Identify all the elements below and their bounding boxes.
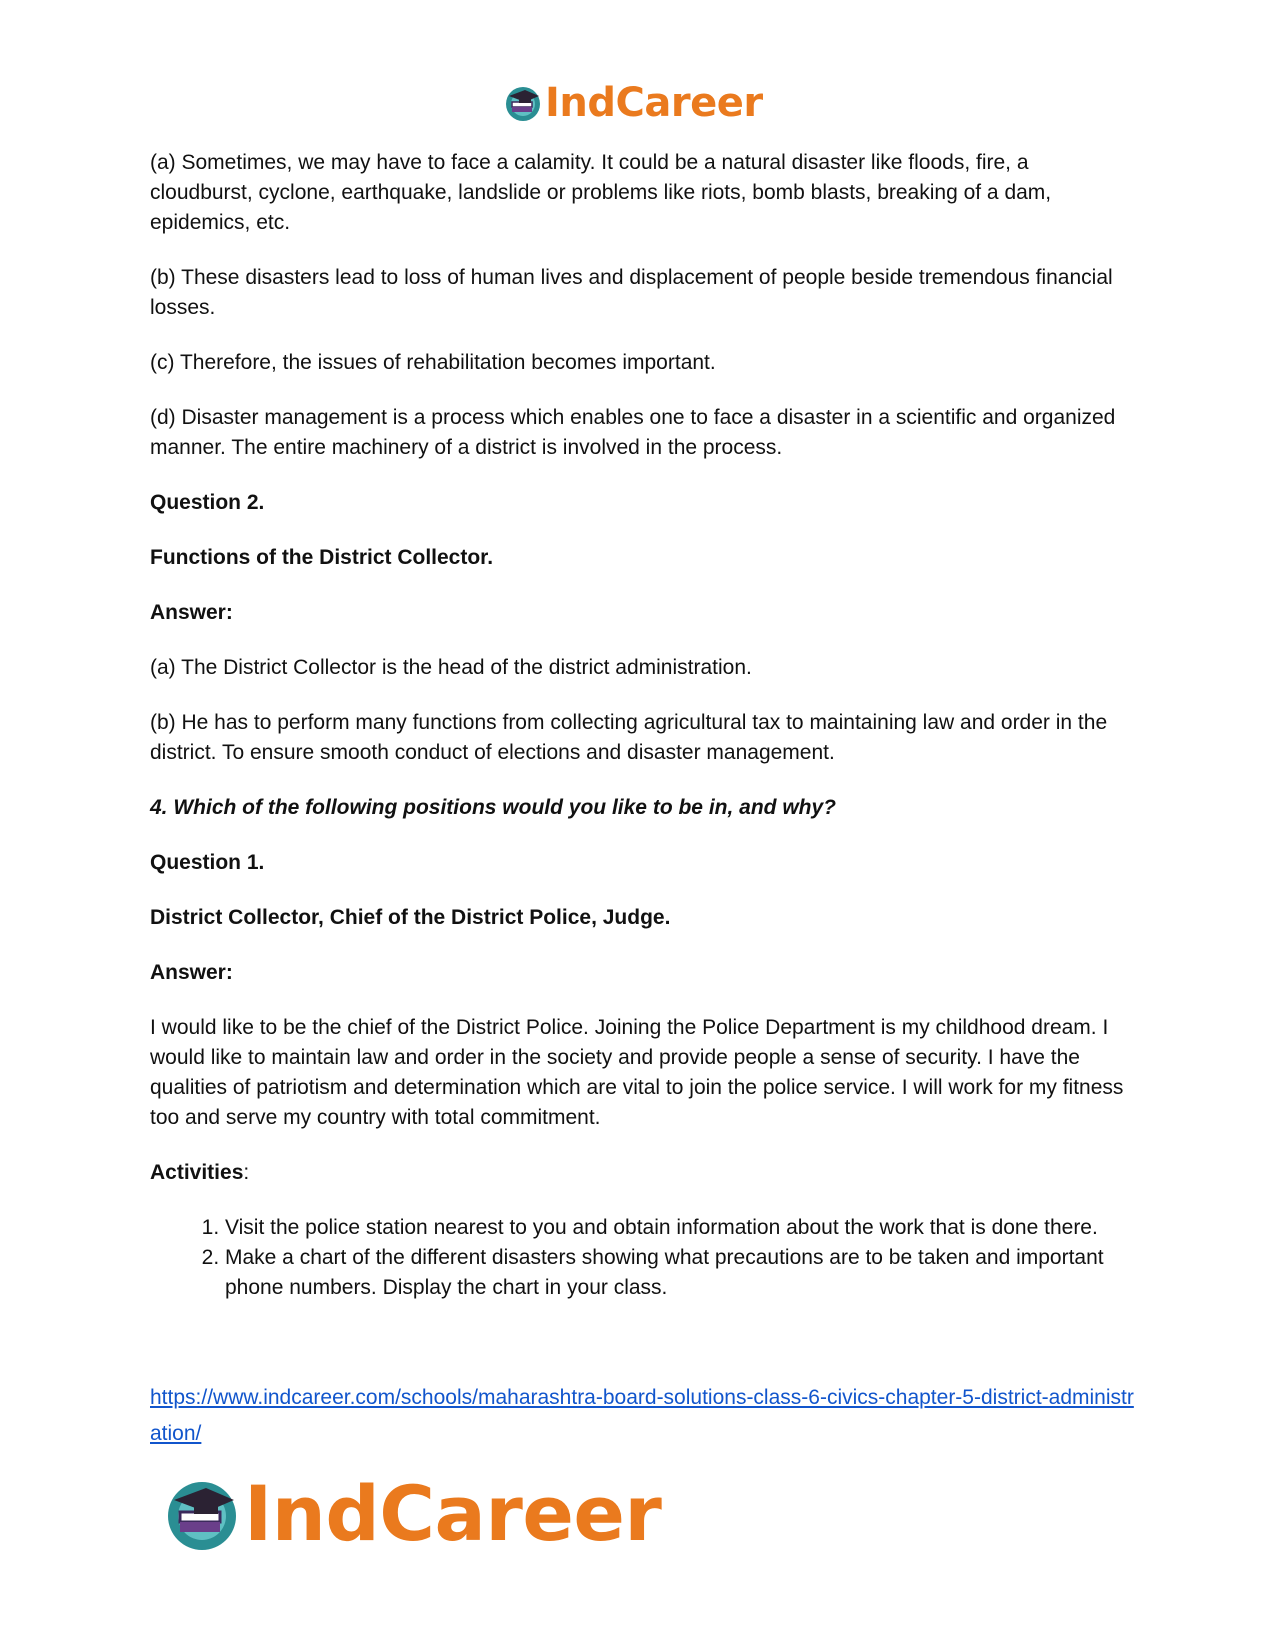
- question-1-heading: Question 1.: [150, 851, 265, 874]
- logo-footer: [162, 1469, 662, 1558]
- activities-list: [150, 1213, 1135, 1303]
- activities-colon: :: [243, 1161, 250, 1184]
- list-item: 2. Make a chart of the different disasters showing what precautions are to be taken and important phone numbers. Display the chart in your class.: [225, 1243, 1135, 1303]
- answer-label: Answer:: [150, 601, 233, 624]
- source-link[interactable]: https://www.indcareer.com/schools/maharashtra-board-solutions-class-6-civics-chapter-5-district-administration/: [150, 1386, 1134, 1445]
- answer-label: Answer:: [150, 961, 233, 984]
- logo-text: IndCareer: [545, 80, 763, 126]
- activities-heading: [150, 1158, 1135, 1188]
- section-4-title: 4. Which of the following positions would you like to be in, and why?: [150, 796, 836, 819]
- list-item: 1. Visit the police station nearest to you and obtain information about the work that is done there.: [225, 1213, 1135, 1243]
- paragraph-a: (a) Sometimes, we may have to face a calamity. It could be a natural disaster like floods, fire, a cloudburst, cyclone, earthquake, landslide or problems like riots, bomb blasts, breaking of a dam, epidemics, etc.: [150, 151, 1052, 234]
- question-1-text: District Collector, Chief of the District Police, Judge.: [150, 906, 671, 929]
- question-2-text: Functions of the District Collector.: [150, 546, 494, 569]
- answer-paragraph: I would like to be the chief of the District Police. Joining the Police Department is my childhood dream. I would like to maintain law and order in the society and provide people a sense of security. I have the qualities of patriotism and determination which are vital to join the police service. I will work for my fitness too and serve my country with total commitment.: [150, 1016, 1124, 1129]
- activities-label: Activities: [150, 1161, 244, 1184]
- answer-a: (a) The District Collector is the head of the district administration.: [150, 656, 752, 679]
- paragraph-d: (d) Disaster management is a process which enables one to face a disaster in a scientific and organized manner. The entire machinery of a district is involved in the process.: [150, 406, 1116, 459]
- main-content: [150, 148, 1135, 1303]
- graduation-globe-icon: [503, 83, 543, 123]
- question-2-heading: Question 2.: [150, 491, 265, 514]
- answer-b: (b) He has to perform many functions from collecting agricultural tax to maintaining law and order in the district. To ensure smooth conduct of elections and disaster management.: [150, 711, 1108, 764]
- paragraph-b: (b) These disasters lead to loss of human lives and displacement of people beside tremendous financial losses.: [150, 266, 1113, 319]
- paragraph-c: (c) Therefore, the issues of rehabilitation becomes important.: [150, 351, 716, 374]
- logo-header: [503, 80, 763, 126]
- logo-text: IndCareer: [244, 1469, 662, 1558]
- graduation-globe-icon: [162, 1474, 242, 1554]
